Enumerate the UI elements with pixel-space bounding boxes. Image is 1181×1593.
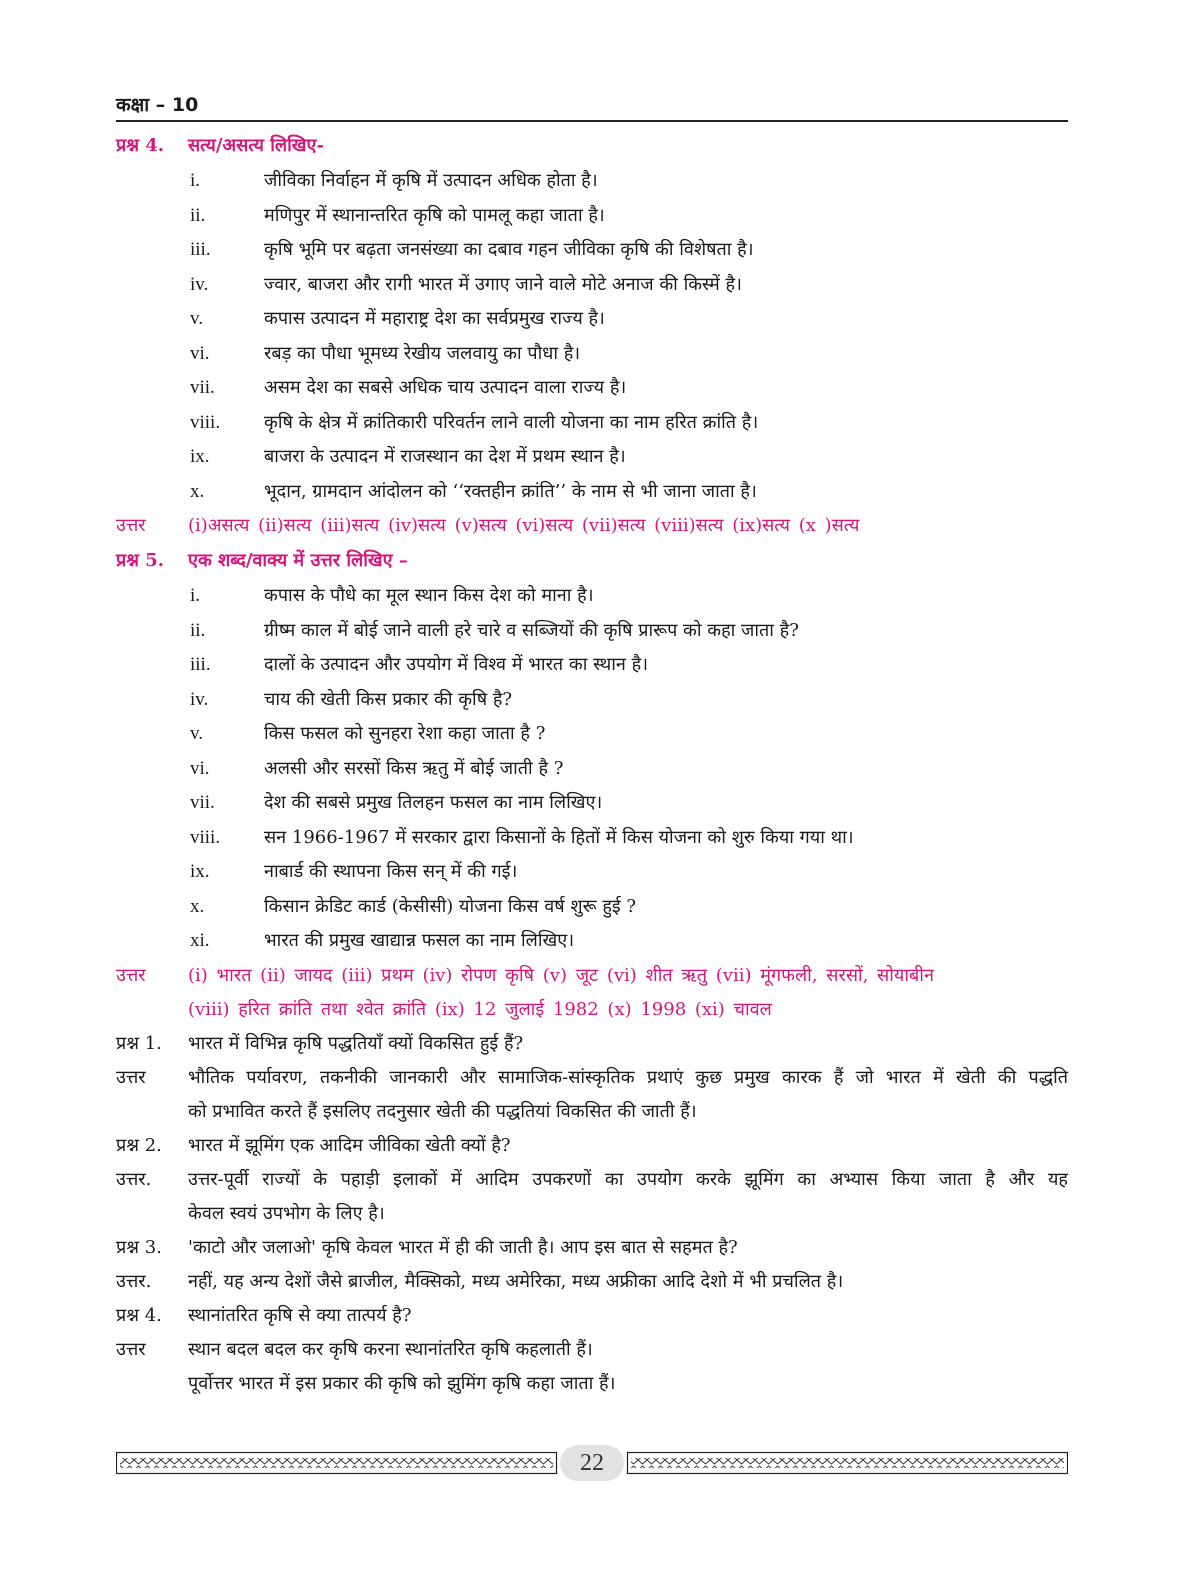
item-number: vii. [190,377,215,398]
item-text: किसान क्रेडिट कार्ड (केसीसी) योजना किस वर्ष शुरू हुई ? [264,895,637,917]
item-number: viii. [190,411,221,433]
item-number: vii. [190,792,215,813]
item-text: चाय की खेती किस प्रकार की कृषि है? [264,688,513,710]
item-number: ii. [190,204,206,226]
list-item [116,752,1068,787]
item-text: असम देश का सबसे अधिक चाय उत्पादन वाला राज्य है। [264,377,627,398]
item-number: ix. [190,446,210,467]
item-number: vi. [190,342,210,364]
item-text: ग्रीष्म काल में बोई जाने वाली हरे चारे व सब्जियों की कृषि प्रारूप को कहा जाता है? [264,619,799,641]
item-number: x. [190,895,205,917]
item-text: कपास के पौधे का मूल स्थान किस देश को माना है। [264,585,594,606]
question-number: प्रश्न 4. [116,135,165,156]
list-item [116,890,1068,925]
item-text: मणिपुर में स्थानान्तरित कृषि को पामलू कहा जाता है। [264,204,605,226]
question-5-heading [116,543,1068,579]
list-item [116,475,1068,510]
list-item [116,614,1068,649]
item-text: अलसी और सरसों किस ऋतु में बोई जाती है ? [264,757,564,779]
answer-label: उत्तर [116,515,146,536]
qa-4-answer [116,1333,1068,1401]
question-text: भारत में झूमिंग एक आदिम जीविका खेती क्यों है? [188,1134,511,1156]
item-number: i. [190,585,201,606]
page-number: 22 [560,1445,624,1481]
qa-1-answer [116,1061,1068,1129]
list-item [116,924,1068,959]
qa-3-question [116,1231,1068,1265]
question-title: एक शब्द/वाक्य में उत्तर लिखिए – [188,550,408,571]
item-text: बाजरा के उत्पादन में राजस्थान का देश में प्रथम स्थान है। [264,446,626,467]
answer-text-line-1: स्थान बदल बदल कर कृषि करना स्थानांतरित कृषि कहलाती हैं। [188,1338,593,1360]
list-item [116,579,1068,614]
item-text: कृषि भूमि पर बढ़ता जनसंख्या का दबाव गहन जीविका कृषि की विशेषता है। [264,239,754,260]
question-text: 'काटो और जलाओ' कृषि केवल भारत में ही की जाती है। आप इस बात से सहमत है? [188,1236,738,1258]
question-text: भारत में विभिन्न कृषि पद्धतियाँ क्यों विकसित हुई हैं? [188,1032,524,1054]
item-text: दालों के उत्पादन और उपयोग में विश्व में भारत का स्थान है। [264,654,649,675]
question-4-answer [116,509,1068,543]
content [116,128,1068,1401]
item-number: viii. [190,826,221,848]
item-number: iii. [190,239,211,260]
qa-2-answer [116,1163,1068,1231]
question-label: प्रश्न 3. [116,1236,162,1258]
item-text: भारत की प्रमुख खाद्यान्न फसल का नाम लिखिए। [264,930,575,951]
answer-text-line-1: भौतिक पर्यावरण, तकनीकी जानकारी और सामाजिक-सांस्कृतिक प्रथाएं कुछ प्रमुख कारक हैं जो भारत में खेती की पद्धति [188,1066,1068,1088]
item-number: v. [190,308,204,329]
item-number: ix. [190,861,210,882]
answer-text-line-2: को प्रभावित करते हैं इसलिए तदनुसार खेती की पद्धतियां विकसित की जाती हैं। [188,1100,697,1122]
question-label: प्रश्न 2. [116,1134,162,1156]
page-header [116,90,1068,122]
answer-text-line-1: उत्तर-पूर्वी राज्यों के पहाड़ी इलाकों में आदिम उपकरणों का उपयोग करके झूमिंग का अभ्यास किया जाता है और यह [188,1168,1068,1190]
answer-text-line-1: (i) भारत (ii) जायद (iii) प्रथम (iv) रोपण कृषि (v) जूट (vi) शीत ऋतु (vii) मूंगफली, सरसों, सोयाबीन [188,964,934,986]
item-number: iii. [190,654,211,675]
question-5-list [116,579,1068,959]
item-number: i. [190,170,201,191]
item-text: सन 1966-1967 में सरकार द्वारा किसानों के हितों में किस योजना को शुरु किया गया था। [264,826,854,848]
item-number: iv. [190,273,209,295]
item-text: कपास उत्पादन में महाराष्ट्र देश का सर्वप्रमुख राज्य है। [264,308,605,329]
list-item [116,406,1068,441]
list-item [116,717,1068,752]
question-label: प्रश्न 1. [116,1032,162,1054]
question-5-answer [116,959,1068,1027]
answer-label: उत्तर. [116,1168,152,1190]
list-item [116,268,1068,303]
item-number: x. [190,480,205,502]
answer-label: उत्तर [116,964,146,986]
answer-text-line-2: केवल स्वयं उपभोग के लिए है। [188,1202,385,1224]
qa-3-answer [116,1265,1068,1299]
item-text: रबड़ का पौधा भूमध्य रेखीय जलवायु का पौधा है। [264,342,581,364]
question-label: प्रश्न 4. [116,1304,162,1326]
item-number: vi. [190,757,210,779]
list-item [116,786,1068,821]
question-number: प्रश्न 5. [116,550,165,571]
question-title: सत्य/असत्य लिखिए- [188,135,324,156]
item-text: देश की सबसे प्रमुख तिलहन फसल का नाम लिखिए। [264,792,603,813]
list-item [116,199,1068,234]
item-number: v. [190,723,204,744]
qa-4-question [116,1299,1068,1333]
list-item [116,337,1068,372]
list-item [116,648,1068,683]
list-item [116,164,1068,199]
class-title: कक्षा – 10 [116,94,199,116]
item-text: ज्वार, बाजरा और रागी भारत में उगाए जाने वाले मोटे अनाज की किस्में है। [264,273,742,295]
item-text: कृषि के क्षेत्र में क्रांतिकारी परिवर्तन लाने वाली योजना का नाम हरित क्रांति है। [264,411,759,433]
item-text: किस फसल को सुनहरा रेशा कहा जाता है ? [264,723,546,744]
answer-label: उत्तर [116,1338,146,1360]
item-number: xi. [190,930,210,951]
question-text: स्थानांतरित कृषि से क्या तात्पर्य है? [188,1304,412,1326]
item-text: भूदान, ग्रामदान आंदोलन को ‘‘रक्तहीन क्रांति’’ के नाम से भी जाना जाता है। [264,480,757,502]
item-text: जीविका निर्वाहन में कृषि में उत्पादन अधिक होता है। [264,170,598,191]
header-rule [116,120,1068,122]
list-item [116,821,1068,856]
page-footer [116,1445,1068,1481]
list-item [116,683,1068,718]
answer-text-line-2: पूर्वोत्तर भारत में इस प्रकार की कृषि को झुमिंग कृषि कहा जाता हैं। [188,1372,616,1394]
answer-text: (i)असत्य (ii)सत्य (iii)सत्य (iv)सत्य (v)सत्य (vi)सत्य (vii)सत्य (viii)सत्य (ix)सत्य (x )सत्य [188,515,860,536]
answer-text-line-2: (viii) हरित क्रांति तथा श्वेत क्रांति (ix) 12 जुलाई 1982 (x) 1998 (xi) चावल [188,998,772,1020]
list-item [116,440,1068,475]
question-4-heading [116,128,1068,164]
list-item [116,233,1068,268]
item-number: ii. [190,619,206,641]
question-4-list [116,164,1068,509]
answer-text-line-1: नहीं, यह अन्य देशों जैसे ब्राजील, मैक्सिको, मध्य अमेरिका, मध्य अफ्रीका आदि देशो में भी प्रचलित है। [188,1270,844,1292]
qa-2-question [116,1129,1068,1163]
list-item [116,371,1068,406]
item-text: नाबार्ड की स्थापना किस सन् में की गई। [264,861,518,882]
qa-1-question [116,1027,1068,1061]
answer-label: उत्तर. [116,1270,152,1292]
item-number: iv. [190,688,209,710]
list-item [116,302,1068,337]
answer-label: उत्तर [116,1066,146,1088]
list-item [116,855,1068,890]
